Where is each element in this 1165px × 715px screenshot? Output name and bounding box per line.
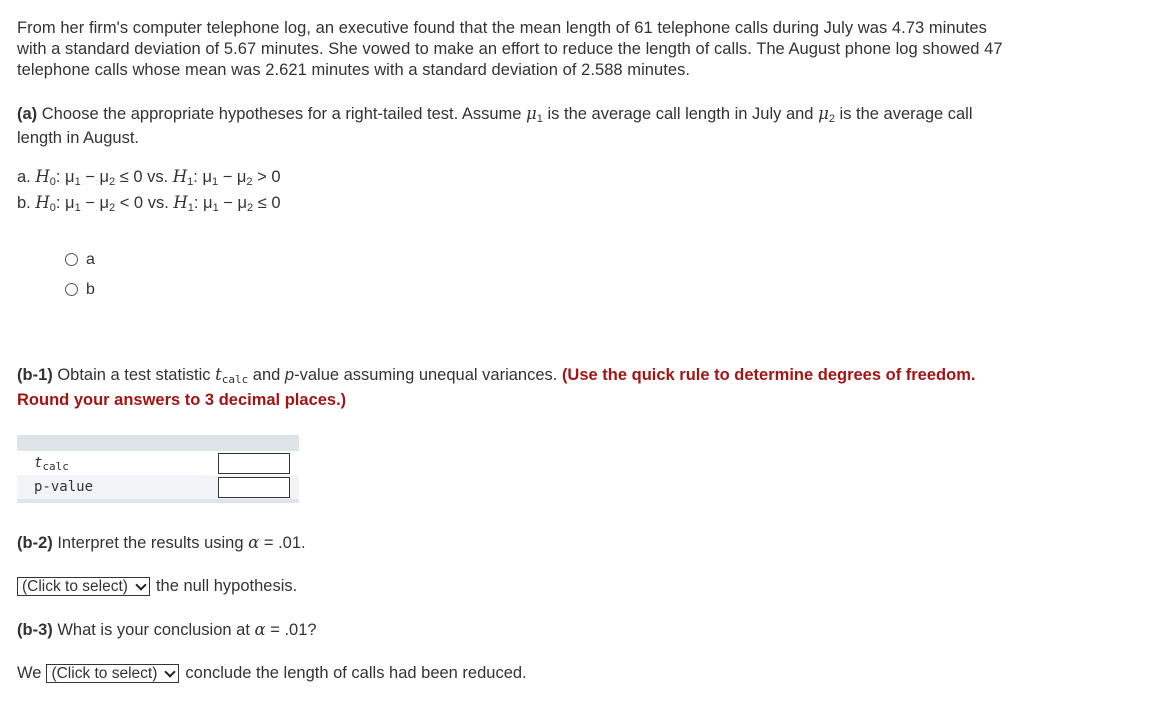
table-row-pvalue [17, 475, 299, 499]
t-sub: calc [221, 373, 249, 386]
question-page [17, 18, 1152, 684]
intro-line-2: with a standard deviation of 5.67 minutes. She vowed to make an effort to reduce the length of calls. The August phone log showed 47 [17, 40, 1003, 58]
radio-button-b[interactable] [65, 283, 78, 296]
alpha-symbol: α [248, 533, 260, 552]
part-a-text-3: is the average call [834, 105, 973, 123]
relation: ≤ 0 vs. [115, 168, 173, 186]
instruction-line-2: Round your answers to 3 decimal places.) [17, 391, 347, 409]
sub: 2 [109, 176, 116, 188]
h1-sub: 1 [187, 176, 194, 188]
part-b2-text: Interpret the results using [52, 534, 249, 552]
h1-sub: 1 [187, 202, 194, 214]
null-hypothesis-text: the null hypothesis. [155, 577, 298, 595]
part-b2-prompt [17, 532, 1152, 554]
null-hypothesis-line [17, 576, 1152, 597]
part-b3-tag: (b-3) [17, 621, 53, 639]
sub: 2 [246, 176, 253, 188]
hyp-prefix: b. [17, 194, 36, 212]
part-a-prompt [17, 102, 1152, 150]
t-symbol: t [215, 365, 222, 384]
part-a-text-2: is the average call length in July and [542, 105, 819, 123]
sub: 1 [211, 176, 219, 188]
intro-line-1: From her firm's computer telephone log, an executive found that the mean length of 61 telephone calls during July was 4.73 minutes [17, 19, 987, 37]
chevron-down-icon [165, 666, 176, 677]
relation: ≤ 0 [253, 194, 281, 212]
tcalc-label-sub: calc [42, 459, 69, 473]
h0-rel: : μ [55, 168, 75, 186]
hypothesis-options [65, 244, 1152, 304]
instruction-line-1: (Use the quick rule to determine degrees of freedom. [561, 366, 976, 384]
part-a-line-2: length in August. [17, 129, 140, 147]
mu-symbol: μ [526, 104, 537, 123]
hypotheses-list [17, 164, 1152, 216]
pvalue-input[interactable] [218, 477, 290, 498]
h0-sub: 0 [49, 202, 56, 214]
part-b2-text-2: = .01. [259, 534, 306, 552]
intro-line-3: telephone calls whose mean was 2.621 minutes with a standard deviation of 2.588 minutes. [17, 61, 691, 79]
option-a[interactable] [65, 244, 1152, 274]
sub: 1 [212, 202, 219, 214]
hypothesis-a [17, 164, 1152, 190]
hypothesis-b [17, 190, 1152, 216]
h1-symbol: H [173, 193, 188, 212]
option-b[interactable] [65, 274, 1152, 304]
reject-select-dropdown[interactable] [17, 577, 150, 596]
h0-symbol: H [35, 167, 50, 186]
select-label: (Click to select) [22, 578, 128, 595]
we-text: We [17, 664, 42, 682]
minus-mu: − μ [218, 168, 247, 186]
h1-rel: : μ [193, 168, 212, 186]
pvalue-label: p-value [34, 478, 94, 495]
part-a-tag: (a) [17, 105, 38, 123]
table-row-tcalc [17, 451, 299, 475]
relation: < 0 vs. [115, 194, 174, 212]
part-b2-tag: (b-2) [17, 534, 53, 552]
mu-symbol: μ [818, 104, 829, 123]
option-b-label[interactable]: b [86, 280, 95, 298]
part-b3-text: What is your conclusion at [52, 621, 255, 639]
part-b1-text-2: and [248, 366, 285, 384]
minus-mu: − μ [80, 168, 109, 186]
part-b3-text-2: = .01? [265, 621, 317, 639]
problem-statement [17, 18, 1152, 81]
tcalc-label [17, 453, 218, 474]
sub: 1 [74, 176, 81, 188]
answer-table [17, 435, 299, 503]
minus-mu: − μ [218, 194, 247, 212]
radio-button-a[interactable] [65, 253, 78, 266]
select-label: (Click to select) [51, 665, 158, 682]
sub: 2 [109, 202, 116, 214]
hyp-prefix: a. [17, 168, 36, 186]
tcalc-input[interactable] [218, 453, 290, 474]
h1-rel: : μ [193, 194, 213, 212]
conclusion-select-dropdown[interactable] [46, 664, 179, 683]
sub: 2 [247, 202, 254, 214]
part-a-text-1: Choose the appropriate hypotheses for a right-tailed test. Assume [37, 105, 527, 123]
tcalc-label-main: t [34, 454, 43, 471]
h0-sub: 0 [49, 176, 56, 188]
h0-symbol: H [35, 193, 50, 212]
minus-mu: − μ [80, 194, 109, 212]
conclusion-line [17, 663, 1152, 684]
mu-sub-1: 1 [536, 113, 543, 125]
sub: 1 [74, 202, 81, 214]
h1-symbol: H [172, 167, 188, 186]
mu-sub-2: 2 [828, 113, 835, 125]
conclusion-text: conclude the length of calls had been reduced. [185, 664, 527, 682]
h0-rel: : μ [55, 194, 75, 212]
part-b3-prompt [17, 619, 1152, 641]
p-symbol: p [284, 366, 295, 384]
part-b1-tag: (b-1) [17, 366, 53, 384]
relation: > 0 [252, 168, 281, 186]
part-b1-text-1: Obtain a test statistic [52, 366, 216, 384]
chevron-down-icon [135, 579, 146, 590]
part-b1-text-3: -value assuming unequal variances. [294, 366, 562, 384]
option-a-label[interactable]: a [86, 250, 95, 268]
part-b1-prompt [17, 362, 1152, 413]
alpha-symbol: α [254, 620, 266, 639]
